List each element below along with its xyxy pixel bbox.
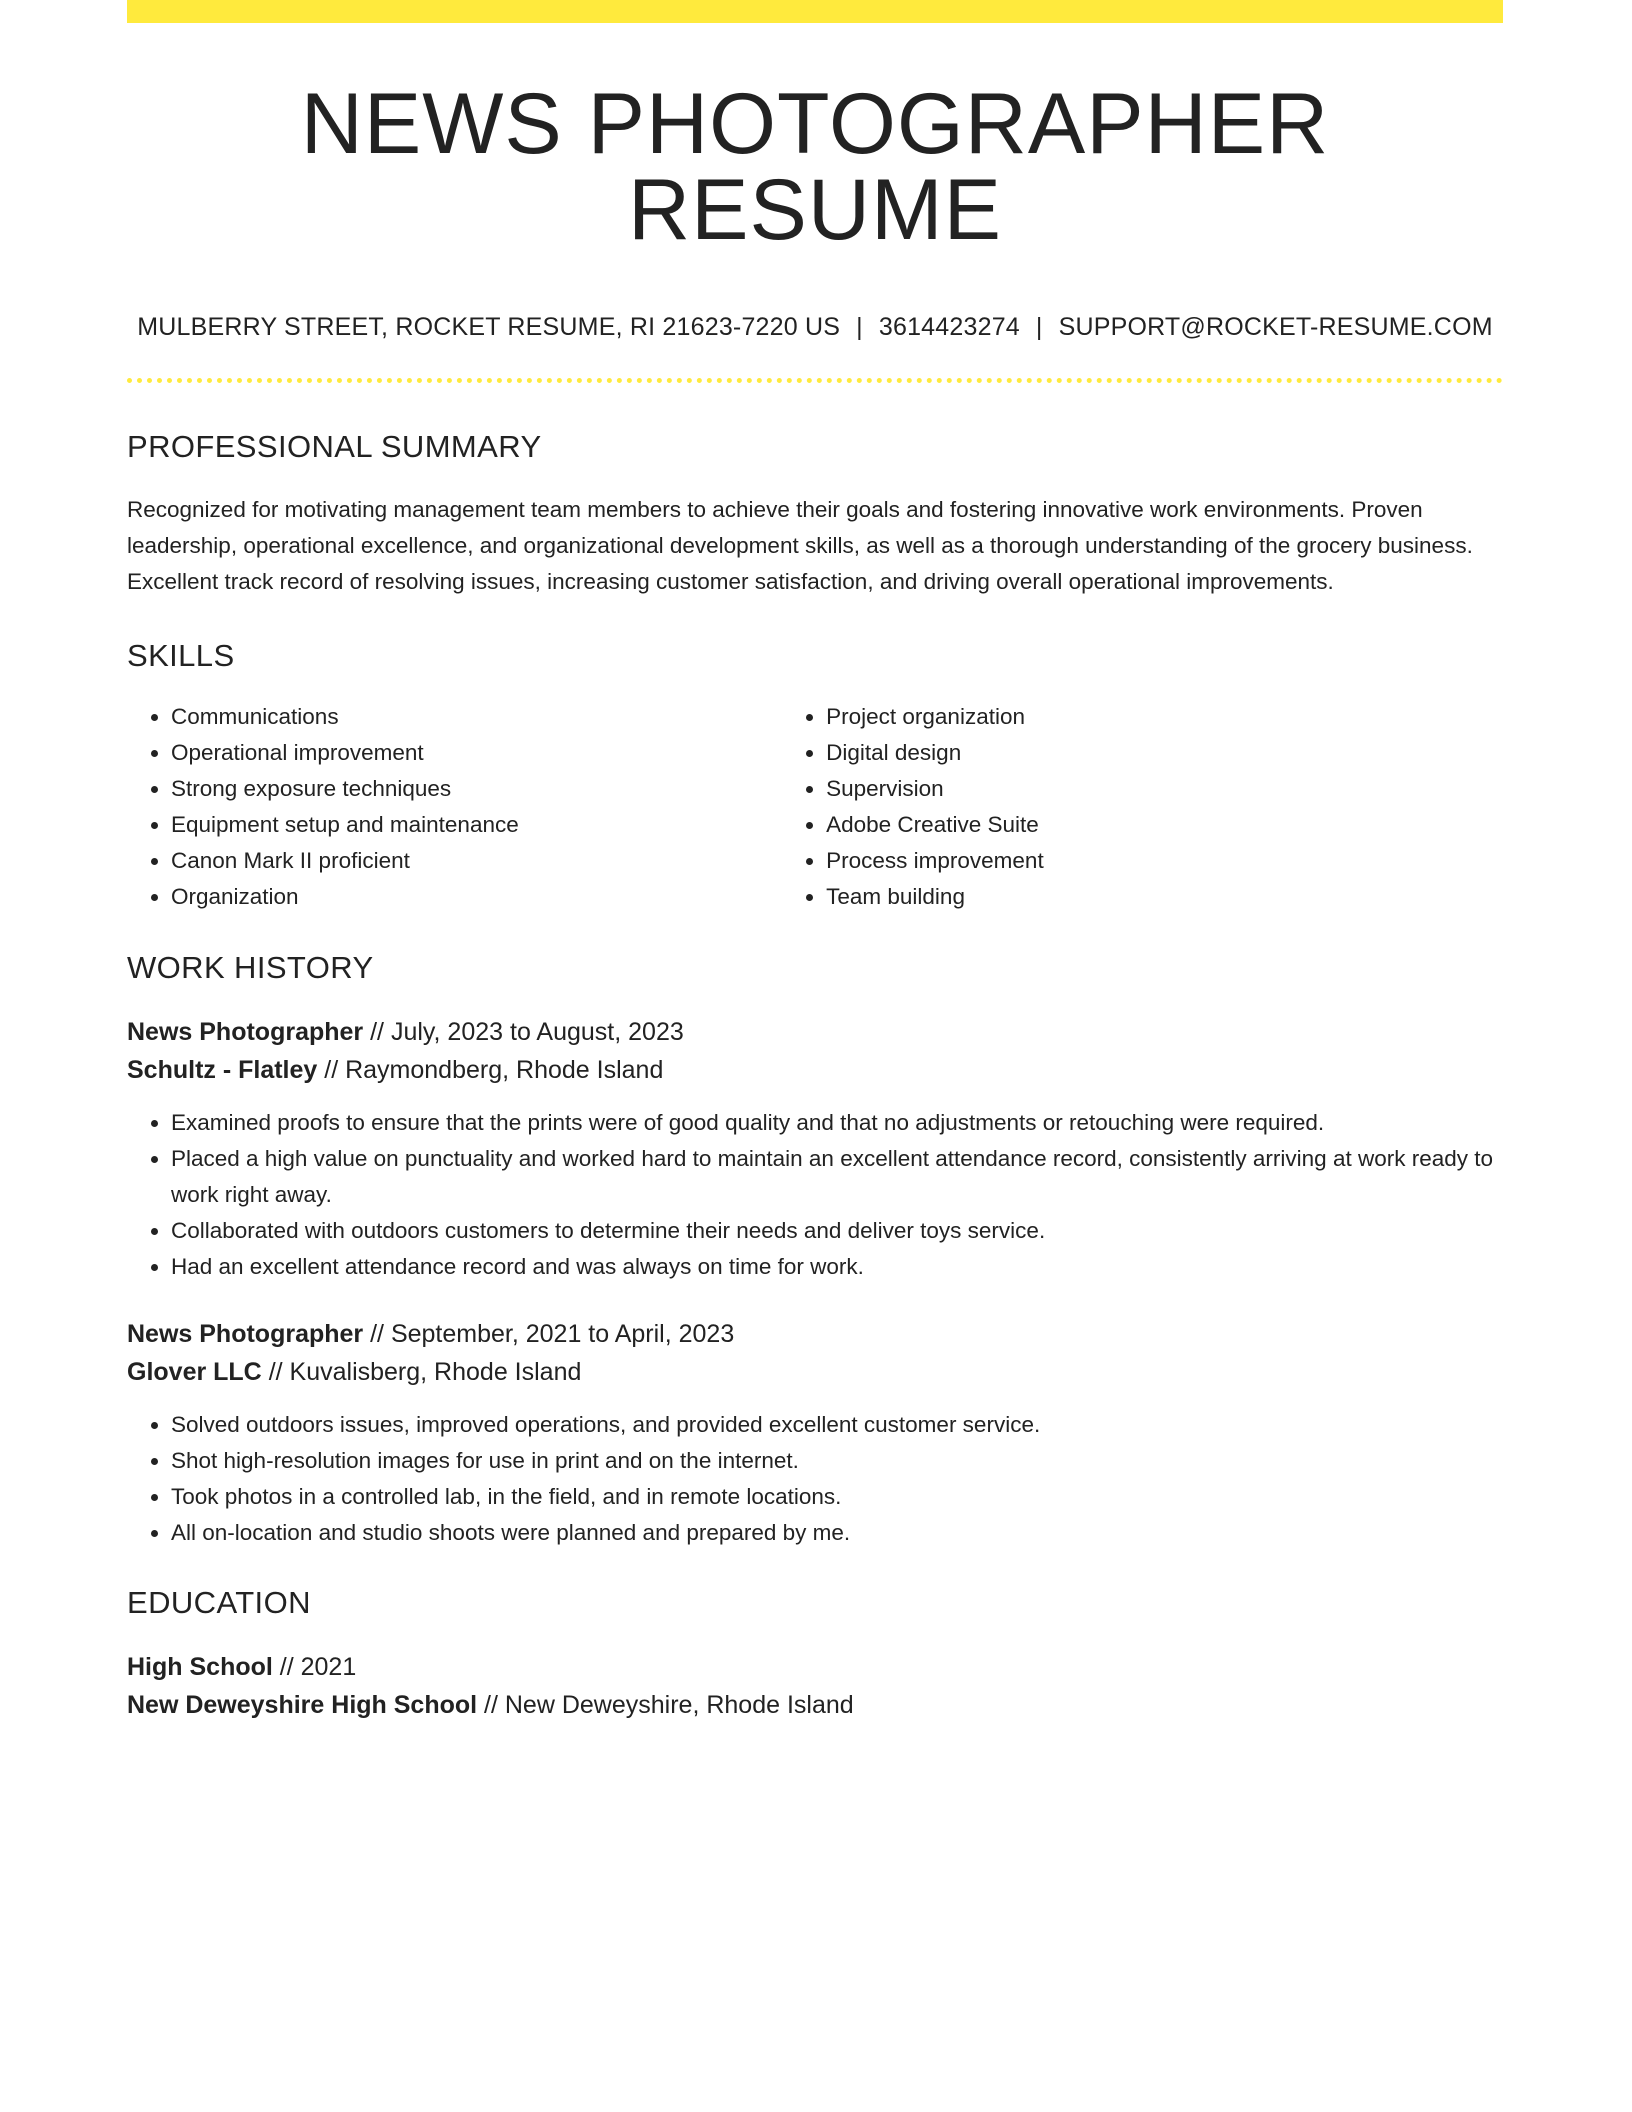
skills-column-right (782, 699, 1503, 915)
job-entry (127, 1013, 1503, 1285)
skill-item: • Canon Mark II proficient (171, 843, 782, 879)
skill-item: • Adobe Creative Suite (826, 807, 1503, 843)
job-bullet: • Took photos in a controlled lab, in the field, and in remote locations. (171, 1479, 1503, 1515)
education-entry (127, 1648, 1503, 1724)
job-company: Glover LLC (127, 1358, 262, 1386)
contact-address: MULBERRY STREET, ROCKET RESUME, RI 21623-7220 US (137, 313, 841, 341)
skills-list (127, 699, 1503, 915)
job-bullet: • Collaborated with outdoors customers to determine their needs and deliver toys service. (171, 1213, 1503, 1249)
job-bullets (127, 1407, 1503, 1551)
contact-line (127, 315, 1503, 340)
contact-phone: 3614423274 (878, 313, 1020, 341)
job-location: // Kuvalisberg, Rhode Island (261, 1358, 582, 1386)
job-dates: // September, 2021 to April, 2023 (363, 1320, 735, 1348)
skills-heading: SKILLS (127, 638, 235, 673)
summary-text: Recognized for motivating management team members to achieve their goals and fostering innovative work environments. Proven leadership, operational excellence, and organizational development skills, as well as a thorough understanding of the grocery business. Excellent track record of resolving issues, increasing customer satisfaction, and driving overall operational improvements. (127, 497, 1473, 594)
resume-title: NEWS PHOTOGRAPHER RESUME (300, 76, 1330, 258)
skill-item: • Strong exposure techniques (171, 771, 782, 807)
job-title-line (127, 1013, 1503, 1051)
job-bullet: • Placed a high value on punctuality and worked hard to maintain an excellent attendance record, consistently arriving at work ready to work right away. (171, 1141, 1503, 1213)
skill-item: • Process improvement (826, 843, 1503, 879)
job-bullet: • Had an excellent attendance record and was always on time for work. (171, 1249, 1503, 1285)
education-school-line (127, 1686, 1503, 1724)
work-history-heading: WORK HISTORY (127, 950, 374, 985)
job-bullet: • Examined proofs to ensure that the prints were of good quality and that no adjustments or retouching were required. (171, 1105, 1503, 1141)
job-company: Schultz - Flatley (127, 1056, 318, 1084)
skill-item: • Communications (171, 699, 782, 735)
education-heading: EDUCATION (127, 1585, 311, 1620)
job-title-line (127, 1315, 1503, 1353)
skill-item: • Project organization (826, 699, 1503, 735)
contact-separator: | (1035, 313, 1043, 341)
education-year: // 2021 (272, 1653, 357, 1681)
job-bullet: • Shot high-resolution images for use in print and on the internet. (171, 1443, 1503, 1479)
job-bullets (127, 1105, 1503, 1285)
job-title: News Photographer (127, 1320, 364, 1348)
resume-page (127, 0, 1503, 1724)
job-bullet: • Solved outdoors issues, improved operations, and provided excellent customer service. (171, 1407, 1503, 1443)
education-degree-line (127, 1648, 1503, 1686)
job-bullet: • All on-location and studio shoots were planned and prepared by me. (171, 1515, 1503, 1551)
job-dates: // July, 2023 to August, 2023 (363, 1018, 684, 1046)
skill-item: • Supervision (826, 771, 1503, 807)
skill-item: • Organization (171, 879, 782, 915)
contact-separator: | (856, 313, 863, 341)
summary-heading: PROFESSIONAL SUMMARY (127, 429, 542, 464)
skill-item: • Team building (826, 879, 1503, 915)
skills-column-left (127, 699, 782, 915)
job-location: // Raymondberg, Rhode Island (317, 1056, 664, 1084)
skill-item: • Digital design (826, 735, 1503, 771)
job-entry (127, 1315, 1503, 1551)
job-title: News Photographer (127, 1018, 364, 1046)
education-location: // New Deweyshire, Rhode Island (477, 1691, 854, 1719)
job-company-line (127, 1353, 1503, 1391)
contact-email: SUPPORT@ROCKET-RESUME.COM (1058, 313, 1493, 341)
education-degree: High School (127, 1653, 273, 1681)
top-accent-bar (127, 0, 1503, 23)
education-school: New Deweyshire High School (127, 1691, 478, 1719)
job-company-line (127, 1051, 1503, 1089)
dotted-divider (127, 378, 1503, 383)
skill-item: • Operational improvement (171, 735, 782, 771)
skill-item: • Equipment setup and maintenance (171, 807, 782, 843)
